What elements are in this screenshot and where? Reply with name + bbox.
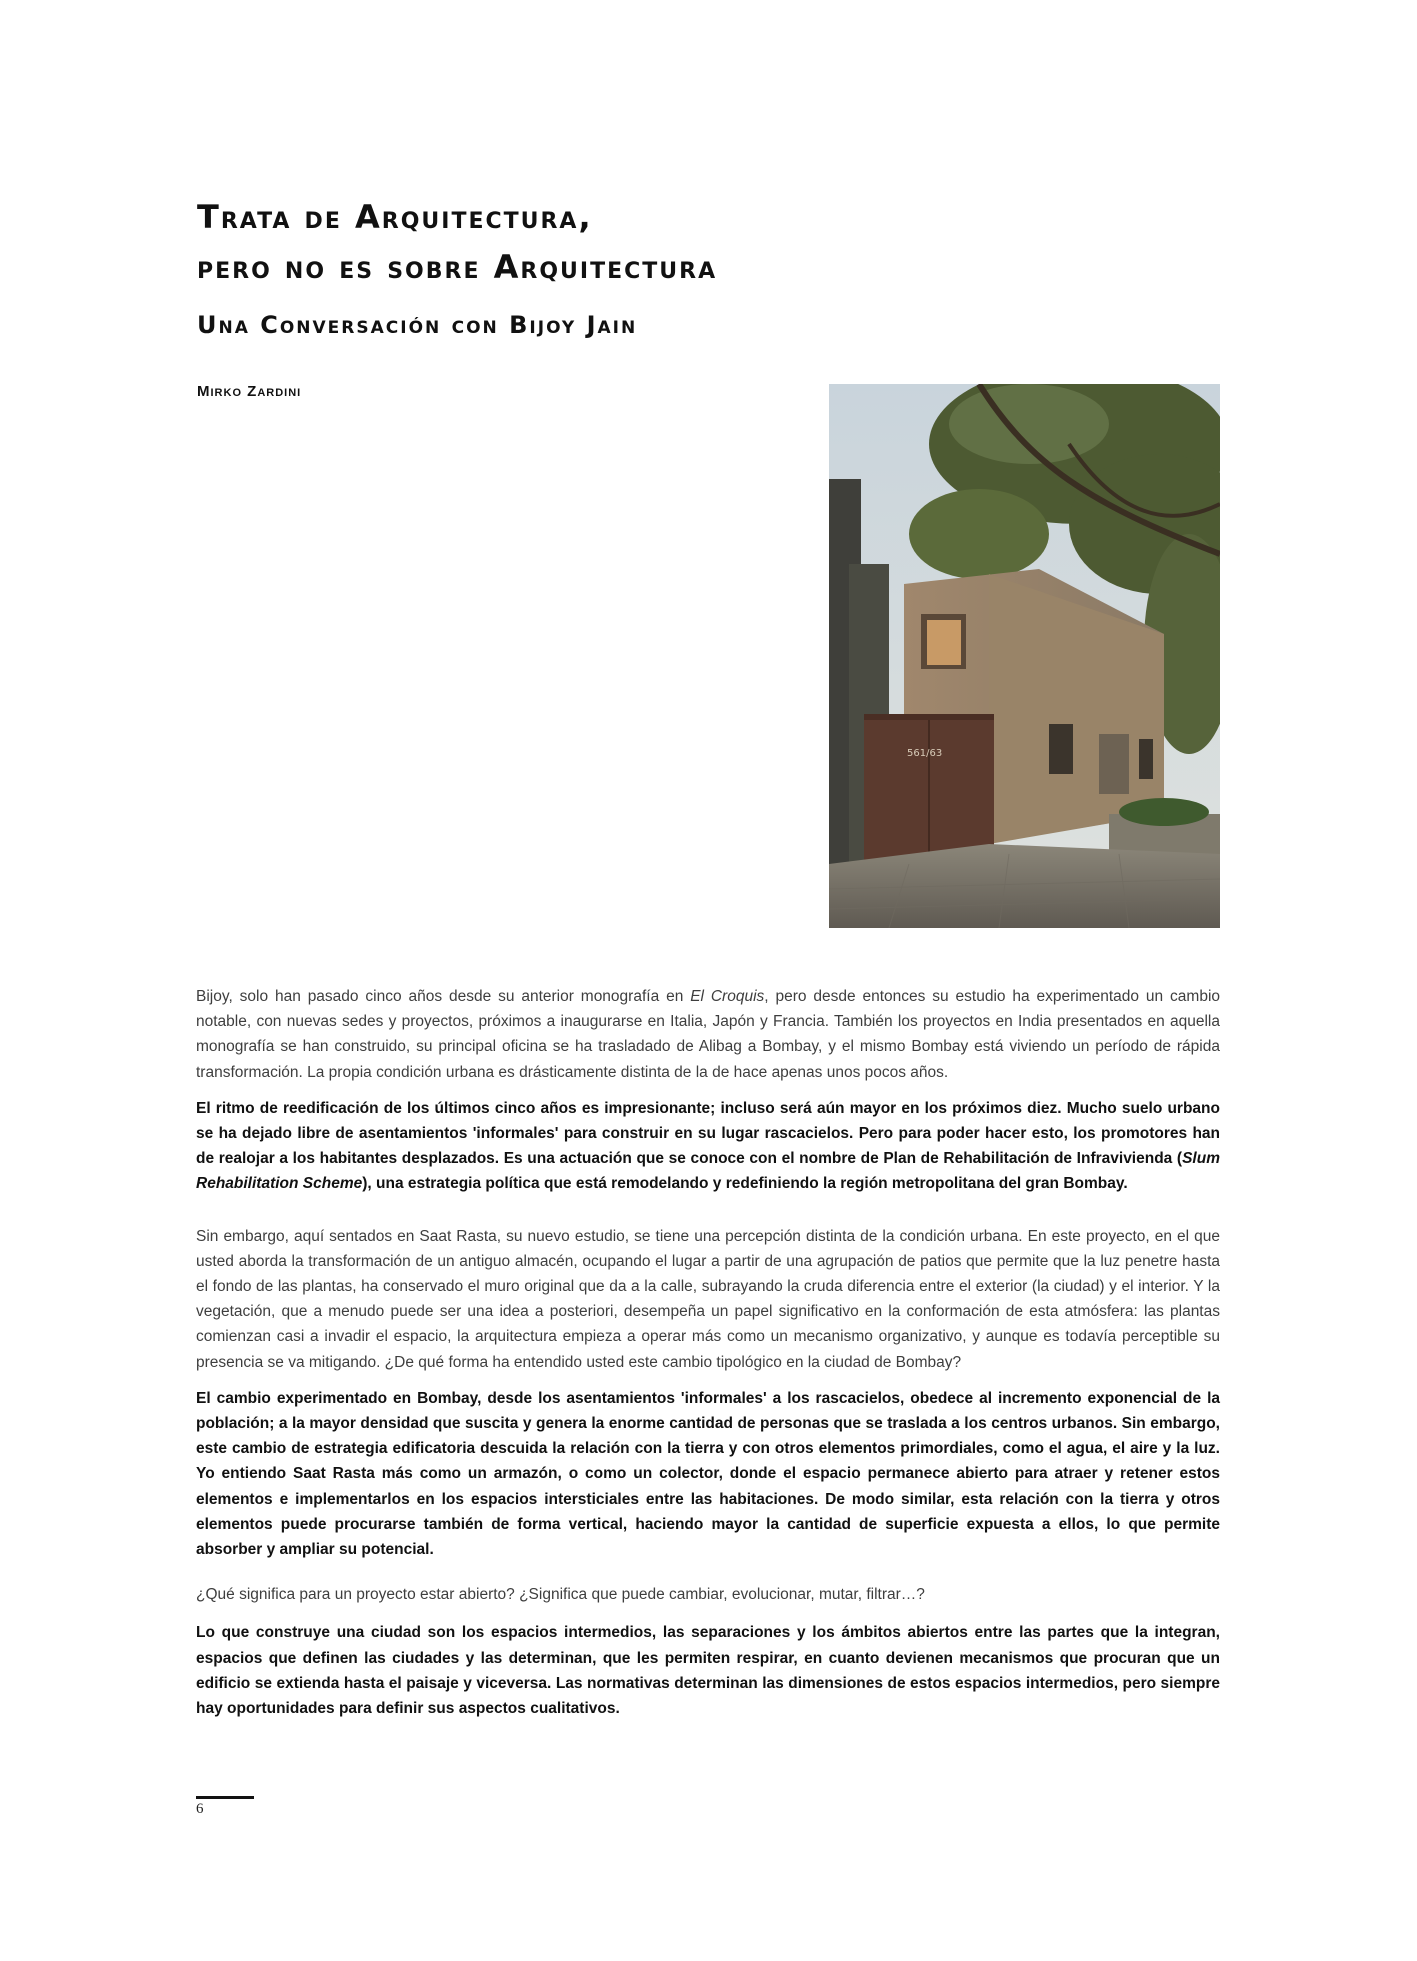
answer-1: El ritmo de reedificación de los últimos cinco años es impresionante; incluso será aún mayor en los próximos diez. Mucho suelo urbano se ha dejado libre de asentamientos 'informales' para construir en su lugar rascacielos. Pero para poder hacer esto, los promotores han de realojar a los habitantes desplazados. Es una actuación que se conoce con el nombre de Plan de Rehabilitación de Infravivienda (Slum Rehabilitation Scheme), una estrategia política que está remodelando y redefiniendo la región metropolitana del gran Bombay.: [196, 1099, 1220, 1193]
gate-number: 561/63: [907, 748, 943, 759]
article-subtitle: Una Conversación con Bijoy Jain: [197, 311, 638, 339]
question-2: Sin embargo, aquí sentados en Saat Rasta, su nuevo estudio, se tiene una percepción distinta de la condición urbana. En este proyecto, en el que usted aborda la transformación de un antiguo almacén, ocupando el lugar a partir de una agrupación de patios que permite que la luz penetre hasta el fondo de las plantas, ha conservado el muro original que da a la calle, subrayando la cruda diferencia entre el exterior (la ciudad) y el interior. Y la vegetación, que a menudo puede ser una idea a posteriori, desempeña un papel significativo en la conformación de esta atmósfera: las plantas comienzan casi a invadir el espacio, la arquitectura empieza a operar más como un mecanismo organizativo, y aunque es todavía perceptible su presencia se va mitigando. ¿De qué forma ha entendido usted este cambio tipológico en la ciudad de Bombay?: [196, 1227, 1220, 1371]
building-photo: [829, 384, 1220, 928]
answer-3: Lo que construye una ciudad son los espacios intermedios, las separaciones y los ámbitos abiertos entre las partes que la integran, espacios que definen las ciudades y las determinan, que les permiten respirar, en cuanto devienen mecanismos que procuran que un edificio se extienda hasta el paisaje y viceversa. Las normativas determinan las dimensiones de estos espacios intermedios, pero siempre hay oportunidades para definir sus aspectos cualitativos.: [196, 1624, 1220, 1718]
article-title: [197, 192, 717, 292]
author-byline: Mirko Zardini: [197, 383, 302, 400]
footer-rule: [196, 1796, 254, 1799]
question-1: Bijoy, solo han pasado cinco años desde su anterior monografía en El Croquis, pero desde entonces su estudio ha experimentado un cambio notable, con nuevas sedes y proyectos, próximos a inaugurarse en Italia, Japón y Francia. También los proyectos en India presentados en aquella monografía se han construido, su principal oficina se ha trasladado de Alibag a Bombay, y el mismo Bombay está viviendo un período de rápida transformación. La propia condición urbana es drásticamente distinta de la de hace apenas unos pocos años.: [196, 988, 1221, 1081]
answer-2: El cambio experimentado en Bombay, desde los asentamientos 'informales' a los rascacielos, obedece al incremento exponencial de la población; a la mayor densidad que suscita y genera la enorme cantidad de personas que se traslada a los centros urbanos. Sin embargo, este cambio de estrategia edificatoria descuida la relación con la tierra y con otros elementos primordiales, como el agua, el aire y la luz. Yo entiendo Saat Rasta más como un armazón, o como un colector, donde el espacio permanece abierto para atraer y retener estos elementos e implementarlos en los espacios intersticiales entre las habitaciones. De modo similar, esta relación con la tierra y otros elementos puede procurarse también de forma vertical, haciendo mayor la cantidad de superficie expuesta a ellos, lo que permite absorber y ampliar su potencial.: [196, 1389, 1220, 1559]
title-line-2: pero no es sobre Arquitectura: [197, 248, 718, 286]
interview-body: [196, 984, 1220, 1721]
page-number: 6: [196, 1801, 204, 1817]
scheme-name: Slum Rehabilitation Scheme: [196, 1150, 1220, 1193]
publication-name: El Croquis: [690, 988, 765, 1005]
question-3: ¿Qué significa para un proyecto estar abierto? ¿Significa que puede cambiar, evolucionar, mutar, filtrar…?: [196, 1586, 925, 1604]
title-line-1: Trata de Arquitectura,: [197, 198, 593, 236]
